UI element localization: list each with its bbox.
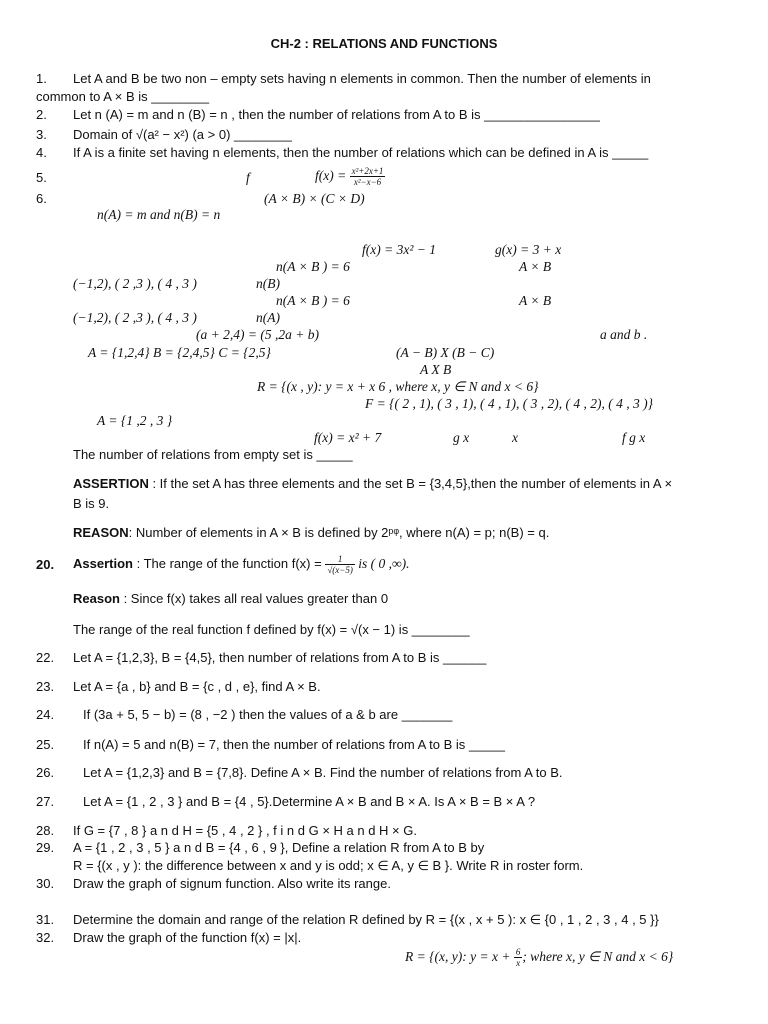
q6-expression: (A × B) × (C × D): [264, 191, 365, 206]
q5-fraction: [350, 166, 386, 187]
q4-number: 4.: [36, 145, 47, 160]
q20-text-pre: : The range of the function f(x) =: [132, 556, 322, 571]
q1-line1: Let A and B be two non – empty sets having n elements in common. Then the number of elements in: [73, 71, 651, 86]
reason-2-label: Reason: [73, 591, 120, 606]
q3-text: Domain of √(a² − x²) (a > 0) ________: [73, 127, 292, 142]
q5-f-symbol: f: [246, 170, 250, 185]
final-denominator: x: [516, 958, 521, 969]
fragment-nAxB-6-a: n(A × B ) = 6: [276, 259, 350, 274]
fragment-fg-x: f g x: [622, 430, 646, 445]
q4-text: If A is a finite set having n elements, then the number of relations which can be defined in A is _____: [73, 145, 649, 160]
q23-number: 23.: [36, 679, 55, 694]
fragment-nA-nB: n(A) = m and n(B) = n: [97, 207, 221, 222]
assertion-1-line2: B is 9.: [73, 496, 110, 511]
range-sqrt-question: The range of the real function f defined by f(x) = √(x − 1) is ________: [73, 622, 470, 637]
empty-set-question: The number of relations from empty set is _____: [73, 447, 353, 462]
q5-function: [315, 164, 385, 188]
q23-text: Let A = {a , b} and B = {c , d , e}, find A × B.: [73, 679, 321, 694]
assertion-1: [73, 476, 672, 492]
q32-number: 32.: [36, 930, 55, 945]
q3-number: 3.: [36, 127, 47, 142]
q5-numerator: x²+2x+1: [351, 166, 384, 177]
q20-denominator: √(x−5): [327, 565, 353, 576]
fragment-a-and-b: a and b .: [600, 327, 648, 342]
q26-number: 26.: [36, 765, 55, 780]
q5-denominator: x²−x−6: [353, 177, 382, 188]
q22-number: 22.: [36, 650, 55, 665]
fragment-AmB-BmC: (A − B) X (B − C): [396, 345, 495, 360]
q2-text: Let n (A) = m and n (B) = n , then the number of relations from A to B is ________________: [73, 107, 600, 122]
q30-number: 30.: [36, 876, 55, 891]
q27-text: Let A = {1 , 2 , 3 } and B = {4 , 5}.Determine A × B and B × A. Is A × B = B × A ?: [83, 794, 536, 809]
fragment-f-3x2: f(x) = 3x² − 1: [362, 242, 436, 257]
q25-text: If n(A) = 5 and n(B) = 7, then the number of relations from A to B is _____: [83, 737, 506, 752]
q27-number: 27.: [36, 794, 55, 809]
fragment-AxB-a: A × B: [519, 259, 552, 274]
q24-number: 24.: [36, 707, 55, 722]
final-R-definition: [405, 944, 673, 970]
fragment-x: x: [512, 430, 518, 445]
q26-text: Let A = {1,2,3} and B = {7,8}. Define A × B. Find the number of relations from A to B.: [83, 765, 563, 780]
reason-2: [73, 591, 388, 607]
q20-numerator: 1: [325, 554, 355, 565]
q32-text: Draw the graph of the function f(x) = |x|.: [73, 930, 302, 945]
q5-fx-label: f(x) =: [315, 168, 347, 183]
q2-number: 2.: [36, 107, 47, 122]
q28-number: 28.: [36, 823, 55, 838]
final-R-post: ; where x, y ∈ N and x < 6}: [522, 949, 674, 964]
assertion-1-label: ASSERTION: [73, 476, 149, 491]
reason-2-text: : Since f(x) takes all real values greater than 0: [119, 591, 389, 606]
assertion-1-text: : If the set A has three elements and the set B = {3,4,5},then the number of elements in A ×: [148, 476, 673, 491]
q29-line2: R = {(x , y ): the difference between x and y is odd; x ∈ A, y ∈ B }. Write R in roster form.: [73, 858, 584, 873]
q28-text: If G = {7 , 8 } a n d H = {5 , 4 , 2 } , f i n d G × H a n d H × G.: [73, 823, 417, 838]
q6-number: 6.: [36, 191, 47, 206]
fragment-fx-x2-7: f(x) = x² + 7: [314, 430, 382, 445]
reason-1: [73, 525, 549, 541]
q20-label: Assertion: [73, 556, 133, 571]
q31-text: Determine the domain and range of the relation R defined by R = {(x , x + 5 ): x ∈ {0 , 1 , 2 , 3 , 4 , 5 }}: [73, 912, 659, 927]
q29-number: 29.: [36, 840, 55, 855]
final-numerator: 6: [515, 947, 521, 958]
q29-line1: A = {1 , 2 , 3 , 5 } a n d B = {4 , 6 , 9 }, Define a relation R from A to B by: [73, 840, 485, 855]
fragment-F-def: F = {( 2 , 1), ( 3 , 1), ( 4 , 1), ( 3 , 2), ( 4 , 2), ( 4 , 3 )}: [365, 396, 653, 411]
fragment-A-123: A = {1 ,2 , 3 }: [97, 413, 173, 428]
final-R-pre: R = {(x, y): y = x +: [405, 949, 511, 964]
fragment-a2-4: (a + 2,4) = (5 ,2a + b): [196, 327, 319, 342]
fragment-nAxB-6-b: n(A × B ) = 6: [276, 293, 350, 308]
q5-number: 5.: [36, 170, 47, 185]
fragment-nB: n(B): [256, 276, 280, 291]
fragment-R-def: R = {(x , y): y = x + x 6 , where x, y ∈ N and x < 6}: [257, 379, 539, 394]
q20-assertion: [73, 551, 409, 577]
fragment-AXB: A X B: [420, 362, 452, 377]
q1-line2: common to A × B is ________: [36, 89, 210, 104]
fragment-pairs-b: (−1,2), ( 2 ,3 ), ( 4 , 3 ): [73, 310, 197, 325]
q31-number: 31.: [36, 912, 55, 927]
q20-text-post: is ( 0 ,∞).: [354, 556, 410, 571]
q22-text: Let A = {1,2,3}, B = {4,5}, then number of relations from A to B is ______: [73, 650, 487, 665]
reason-1-text: : Number of elements in A × B is defined by 2ᵖᵠ, where n(A) = p; n(B) = q.: [128, 525, 550, 540]
fragment-nA: n(A): [256, 310, 280, 325]
q30-text: Draw the graph of signum function. Also write its range.: [73, 876, 391, 891]
q1-number: 1.: [36, 71, 47, 86]
page-title: CH-2 : RELATIONS AND FUNCTIONS: [270, 36, 498, 51]
fragment-g-3x: g(x) = 3 + x: [495, 242, 562, 257]
q25-number: 25.: [36, 737, 55, 752]
fragment-g-x: g x: [453, 430, 470, 445]
q20-fraction: [325, 554, 355, 575]
q24-text: If (3a + 5, 5 − b) = (8 , −2 ) then the values of a & b are _______: [83, 707, 453, 722]
reason-1-label: REASON: [73, 525, 129, 540]
fragment-sets-ABC: A = {1,2,4} B = {2,4,5} C = {2,5}: [88, 345, 271, 360]
fragment-pairs-a: (−1,2), ( 2 ,3 ), ( 4 , 3 ): [73, 276, 197, 291]
q20-number: 20.: [36, 557, 55, 572]
fragment-AxB-b: A × B: [519, 293, 552, 308]
